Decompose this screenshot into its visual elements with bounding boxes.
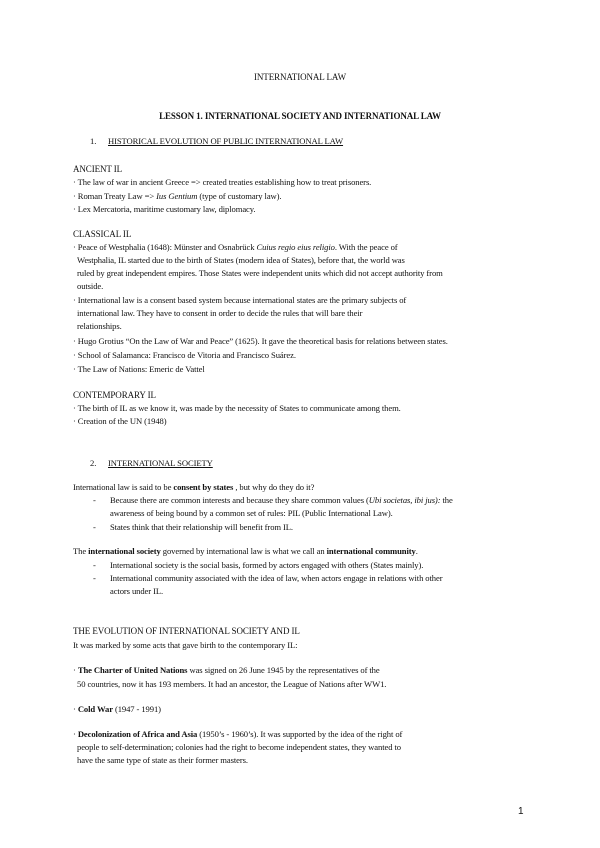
evolution-item-3-line-2: people to self-determination; colonies had the right to become independent states, they wanted to xyxy=(77,742,401,752)
ancient-line-1: · The law of war in ancient Greece => created treaties establishing how to treat prisoners. xyxy=(73,177,372,187)
ius-gentium-term: Ius Gentium xyxy=(156,191,198,201)
cuius-regio-term: Cuius regio eius religio xyxy=(256,242,335,252)
bullet-2: States think that their relationship will benefit from IL. xyxy=(110,522,293,532)
section1-title: HISTORICAL EVOLUTION OF PUBLIC INTERNATIONAL LAW xyxy=(108,136,344,146)
contemporary-line-1: · The birth of IL as we know it, was made by the necessity of States to communicate among them. xyxy=(73,403,401,413)
ancient-line-2: · Roman Treaty Law => Ius Gentium (type of customary law). xyxy=(73,191,282,201)
bullet-dash-3: - xyxy=(93,560,96,570)
decolonization-term: Decolonization of Africa and Asia xyxy=(77,729,198,739)
bullet-4-line-1: International community associated with the idea of law, when actors engage in relations with other xyxy=(110,573,443,583)
evolution-item-1-line-1: · The Charter of United Nations was signed on 26 June 1945 by the representatives of the xyxy=(73,665,380,675)
bullet-dash-2: - xyxy=(93,522,96,532)
classical-line-7: relationships. xyxy=(77,321,122,331)
consent-paragraph: International law is said to be consent by states , but why do they do it? xyxy=(73,482,315,492)
classical-line-8: · Hugo Grotius “On the Law of War and Peace” (1625). It gave the theoretical basis for relations between states. xyxy=(73,336,448,346)
ancient-line-3: · Lex Mercatoria, maritime customary law, diplomacy. xyxy=(73,204,256,214)
section2-number: 2. xyxy=(90,458,97,468)
bullet-3: International society is the social basis, formed by actors engaged with others (States mainly). xyxy=(110,560,424,570)
evolution-item-3-line-1: · Decolonization of Africa and Asia (1950’s - 1960’s). It was supported by the idea of the right of xyxy=(73,729,403,739)
evolution-item-2: · Cold War (1947 - 1991) xyxy=(73,704,161,714)
section2-title: INTERNATIONAL SOCIETY xyxy=(108,458,213,468)
lesson-title: LESSON 1. INTERNATIONAL SOCIETY AND INTERNATIONAL LAW xyxy=(159,111,441,121)
evolution-item-3-line-3: have the same type of state as their former masters. xyxy=(77,755,248,765)
community-paragraph: The international society governed by international law is what we call an international community. xyxy=(73,546,418,556)
bullet-dash-4: - xyxy=(93,573,96,583)
classical-line-3: ruled by great independent empires. Those States were independent units which did not accept authority from xyxy=(77,268,443,278)
contemporary-heading: CONTEMPORARY IL xyxy=(73,390,156,400)
bullet-1-line-2: awareness of being bound by a common set of rules: PIL (Public International Law). xyxy=(110,508,393,518)
classical-line-6: international law. They have to consent in order to decide the rules that will bare their xyxy=(77,308,363,318)
bullet-dash-1: - xyxy=(93,495,96,505)
cold-war-term: Cold War xyxy=(77,704,113,714)
page-number: 1 xyxy=(518,806,524,817)
international-community-term: international community xyxy=(326,546,416,556)
classical-line-9: · School of Salamanca: Francisco de Vitoria and Francisco Suárez. xyxy=(73,350,296,360)
ancient-heading: ANCIENT IL xyxy=(73,164,123,174)
document-title: INTERNATIONAL LAW xyxy=(254,72,346,82)
contemporary-line-2: · Creation of the UN (1948) xyxy=(73,416,167,426)
classical-line-5: · International law is a consent based system because international states are the primary subjects of xyxy=(73,295,407,305)
section1-number: 1. xyxy=(90,136,97,146)
un-charter-term: The Charter of United Nations xyxy=(77,665,188,675)
consent-by-states-term: consent by states xyxy=(173,482,234,492)
evolution-heading: THE EVOLUTION OF INTERNATIONAL SOCIETY AND IL xyxy=(73,626,300,636)
classical-line-1: · Peace of Westphalia (1648): Münster and Osnabrück Cuius regio eius religio. With the peace of xyxy=(73,242,398,252)
bullet-4-line-2: actors under IL. xyxy=(110,586,164,596)
ubi-societas-term: Ubi societas, ibi jus): xyxy=(368,495,441,505)
evolution-item-1-line-2: 50 countries, now it has 193 members. It had an ancestor, the League of Nations after WW1. xyxy=(77,679,387,689)
classical-line-4: outside. xyxy=(77,281,104,291)
bullet-1-line-1: Because there are common interests and because they share common values (Ubi societas, ibi jus): the xyxy=(110,495,453,505)
classical-line-2: Westphalia, IL started due to the birth of States (modern idea of States), before that, the world was xyxy=(77,255,405,265)
classical-line-10: · The Law of Nations: Emeric de Vattel xyxy=(73,364,205,374)
international-society-term: international society xyxy=(88,546,161,556)
classical-heading: CLASSICAL IL xyxy=(73,229,132,239)
evolution-intro: It was marked by some acts that gave birth to the contemporary IL: xyxy=(73,640,298,650)
